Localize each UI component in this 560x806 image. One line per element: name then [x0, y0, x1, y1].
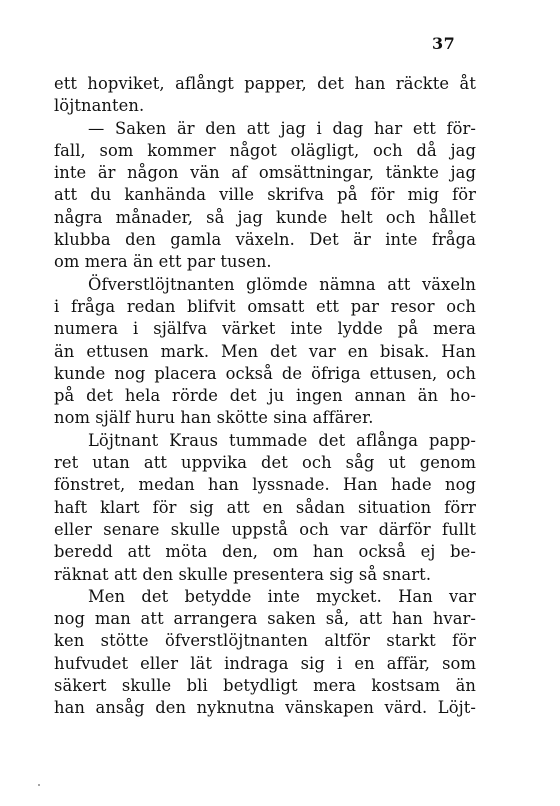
text-line: kunde nog placera också de öfriga ettusen, och: [54, 363, 476, 383]
text-line: löjtnanten.: [54, 96, 145, 116]
text-line: klubba den gamla växeln. Det är inte fråga: [54, 230, 476, 250]
text-line: ret utan att uppvika det och såg ut genom: [54, 453, 476, 473]
paper-speck: [38, 784, 40, 786]
text-line: inte är någon vän af omsättningar, tänkte jag: [54, 163, 476, 183]
text-line: i fråga redan blifvit omsatt ett par resor och: [54, 296, 476, 316]
text-line: Öfverstlöjtnanten glömde nämna att växeln: [88, 274, 476, 294]
text-line: några månader, så jag kunde helt och hållet: [54, 207, 476, 227]
text-line: fall, som kommer något olägligt, och då jag: [54, 140, 476, 160]
text-line: eller senare skulle uppstå och var därför fullt: [54, 519, 476, 539]
text-line: än ettusen mark. Men det var en bisak. Han: [54, 341, 476, 361]
text-line: haft klart för sig att en sådan situation förr: [54, 497, 476, 517]
text-line: hufvudet eller lät indraga sig i en affär, som: [54, 653, 476, 673]
text-line: på det hela rörde det ju ingen annan än ho-: [54, 386, 476, 406]
text-line: fönstret, medan han lyssnade. Han hade nog: [54, 475, 476, 495]
text-line: nom själf huru han skötte sina affärer.: [54, 408, 374, 428]
text-line: numera i själfva värket inte lydde på mera: [54, 319, 476, 339]
text-line: nog man att arrangera saken så, att han hvar-: [54, 609, 476, 629]
page-number: 37: [432, 34, 456, 53]
text-line: Men det betydde inte mycket. Han var: [88, 586, 476, 606]
text-line: om mera än ett par tusen.: [54, 252, 272, 272]
text-line: beredd att möta den, om han också ej be-: [54, 542, 476, 562]
text-line: säkert skulle bli betydligt mera kostsam än: [54, 676, 476, 696]
text-line: räknat att den skulle presentera sig så snart.: [54, 564, 432, 584]
text-line: Löjtnant Kraus tummade det aflånga papp-: [88, 430, 476, 450]
text-line: han ansåg den nyknutna vänskapen värd. Löjt-: [54, 698, 476, 718]
text-line: ken stötte öfverstlöjtnanten altför starkt för: [54, 631, 476, 651]
text-line: — Saken är den att jag i dag har ett för-: [88, 118, 476, 138]
text-line: ett hopviket, aflångt papper, det han räckte åt: [54, 74, 476, 93]
body-text: [54, 73, 476, 720]
text-line: att du kanhända ville skrifva på för mig för: [54, 185, 476, 205]
